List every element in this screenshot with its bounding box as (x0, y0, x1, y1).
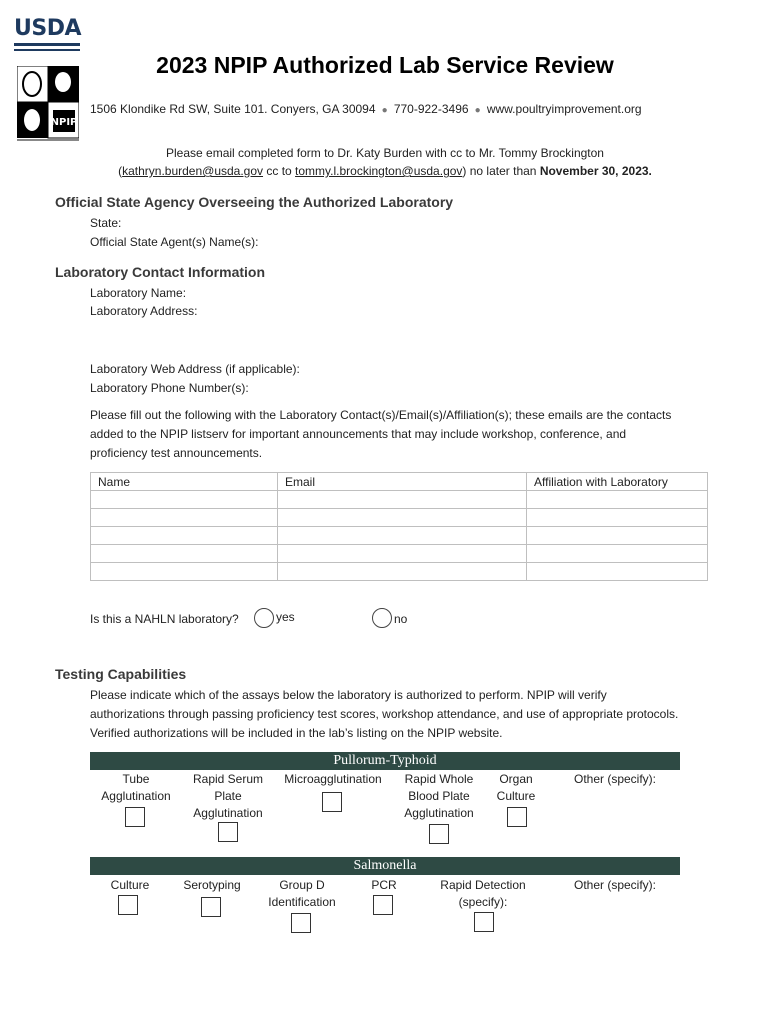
contact-heading: Laboratory Contact Information (55, 264, 266, 280)
nahln-yes-radio[interactable] (254, 608, 274, 628)
email-link-brockington[interactable]: tommy.l.brockington@usda.gov (295, 164, 463, 178)
email-note-line1: Please email completed form to Dr. Katy Burden with cc to Mr. Tommy Brockington (166, 146, 604, 160)
agency-heading: Official State Agency Overseeing the Authorized Laboratory (55, 194, 454, 210)
assay-group-d: Group D Identification (268, 878, 336, 909)
bullet-icon: ● (378, 105, 391, 116)
assay-serotyping: Serotyping (183, 878, 241, 892)
assay-microagglutination: Microagglutination (284, 772, 382, 786)
agent-label: Official State Agent(s) Name(s): (90, 235, 259, 249)
assay-rapid-serum-plate: Rapid Serum Plate Agglutination (192, 772, 264, 820)
deadline: November 30, 2023. (539, 164, 652, 178)
table-row (91, 527, 708, 545)
lab-phone-label: Laboratory Phone Number(s): (90, 381, 249, 395)
nahln-no-radio[interactable] (372, 608, 392, 628)
salmonella-header: Salmonella (90, 857, 680, 875)
lab-name-label: Laboratory Name: (90, 286, 187, 300)
tube-agglutination-checkbox[interactable] (125, 807, 145, 827)
contacts-table (90, 472, 708, 581)
col-name: Name (91, 473, 278, 491)
bullet-icon: ● (471, 105, 484, 116)
serotyping-checkbox[interactable] (201, 897, 221, 917)
svg-text:NPIP: NPIP (50, 117, 78, 128)
organ-culture-checkbox[interactable] (507, 807, 527, 827)
assay-salmonella-other: Other (specify): (573, 878, 657, 892)
phone-number: 770-922-3496 (393, 102, 469, 116)
page-title: 2023 NPIP Authorized Lab Service Review (156, 52, 614, 78)
assay-organ-culture: Organ Culture (496, 772, 536, 803)
lab-address-label: Laboratory Address: (90, 304, 198, 318)
assay-pcr: PCR (371, 878, 397, 892)
table-header-row (91, 473, 708, 491)
website: www.poultryimprovement.org (486, 102, 642, 116)
rapid-detection-checkbox[interactable] (474, 912, 494, 932)
rapid-serum-plate-checkbox[interactable] (218, 822, 238, 842)
nahln-yes-label: yes (276, 610, 295, 624)
assay-rapid-whole-blood: Rapid Whole Blood Plate Agglutination (404, 772, 474, 820)
usda-logo-text: USDA (14, 16, 81, 41)
assay-culture: Culture (110, 878, 150, 892)
col-email: Email (278, 473, 527, 491)
assay-rapid-detection: Rapid Detection (specify): (440, 878, 526, 909)
group-d-checkbox[interactable] (291, 913, 311, 933)
street-address: 1506 Klondike Rd SW, Suite 101. Conyers, GA 30094 (90, 102, 376, 116)
state-label: State: (90, 216, 122, 230)
table-row (91, 545, 708, 563)
table-row (91, 509, 708, 527)
table-row (91, 491, 708, 509)
assay-pullorum-other: Other (specify): (573, 772, 657, 786)
pcr-checkbox[interactable] (373, 895, 393, 915)
rapid-whole-blood-checkbox[interactable] (429, 824, 449, 844)
testing-instructions: Please indicate which of the assays below the laboratory is authorized to perform. NPIP will verify authorizations through passing proficiency test scores, workshop attendance, and use of appropriate protocols. Verified authorizations will be included in the lab’s listing on the NPIP website. (90, 688, 679, 740)
nahln-no-label: no (394, 612, 408, 626)
assay-tube-agglutination: Tube Agglutination (101, 772, 171, 803)
usda-logo (14, 18, 84, 51)
address-line (90, 102, 642, 116)
microagglutination-checkbox[interactable] (322, 792, 342, 812)
culture-checkbox[interactable] (118, 895, 138, 915)
table-row (91, 563, 708, 581)
testing-heading: Testing Capabilities (55, 666, 187, 682)
col-affiliation: Affiliation with Laboratory (527, 473, 708, 491)
email-note-line2: (kathryn.burden@usda.gov cc to tommy.l.brockington@usda.gov) no later than November 30, 2023. (118, 164, 652, 178)
nahln-question: Is this a NAHLN laboratory? (90, 612, 239, 626)
email-link-burden[interactable]: kathryn.burden@usda.gov (122, 164, 264, 178)
pullorum-header: Pullorum-Typhoid (90, 752, 680, 770)
contact-instructions: Please fill out the following with the Laboratory Contact(s)/Email(s)/Affiliation(s); these emails are the contacts added to the NPIP listserv for important announcements that may include workshop, conference, and proficiency test announcements. (90, 408, 672, 460)
lab-web-label: Laboratory Web Address (if applicable): (90, 362, 300, 376)
